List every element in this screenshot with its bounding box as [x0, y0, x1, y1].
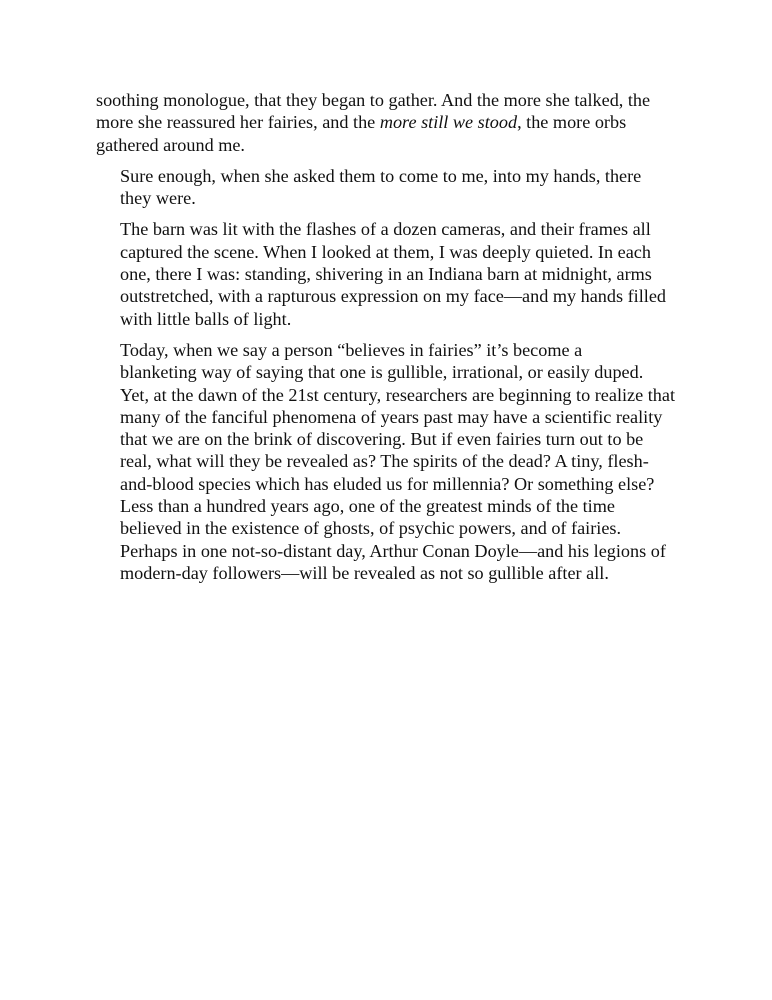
text-run: more she reassured her fairies, and the [96, 112, 380, 133]
text-run: gathered around me. [96, 134, 245, 155]
text-run: soothing monologue, that they began to gather. And the more she talked, the [96, 90, 651, 110]
text-line [96, 540, 680, 562]
text-run: Perhaps in one not-so-distant day, Arthur Conan Doyle—and his legions of [120, 540, 666, 561]
text-run: blanketing way of saying that one is gullible, irrational, or easily duped. [120, 362, 644, 383]
text-run: Less than a hundred years ago, one of the greatest minds of the time [120, 496, 615, 517]
italic-text-run: more still we stood [379, 112, 518, 133]
text-line [96, 562, 680, 584]
paragraph [96, 165, 680, 210]
text-run: The barn was lit with the flashes of a dozen cameras, and their frames all [120, 219, 651, 240]
text-run: modern-day followers—will be revealed as not so gullible after all. [120, 562, 609, 583]
text-run: with little balls of light. [120, 308, 292, 329]
text-run: and-blood species which has eluded us for millennia? Or something else? [120, 473, 655, 494]
text-run: Yet, at the dawn of the 21st century, researchers are beginning to realize that [120, 384, 676, 405]
text-line [96, 241, 680, 263]
text-run: believed in the existence of ghosts, of psychic powers, and of fairies. [120, 518, 622, 539]
paragraph [96, 339, 680, 584]
text-line [96, 263, 680, 285]
text-line [96, 450, 680, 472]
text-run: Sure enough, when she asked them to come to me, into my hands, there [120, 165, 642, 186]
text-run: they were. [120, 188, 196, 209]
text-line [96, 473, 680, 495]
text-line [96, 495, 680, 517]
text-line [96, 406, 680, 428]
text-line [96, 134, 680, 156]
text-run: one, there I was: standing, shivering in an Indiana barn at midnight, arms [120, 264, 652, 285]
text-line [96, 165, 680, 187]
text-run: that we are on the brink of discovering. But if even fairies turn out to be [120, 429, 644, 450]
document-page [96, 89, 680, 593]
text-line [96, 285, 680, 307]
body-text [96, 89, 680, 584]
text-line [96, 428, 680, 450]
text-run: , the more orbs [517, 112, 627, 133]
text-line [96, 517, 680, 539]
text-line [96, 384, 680, 406]
text-run: real, what will they be revealed as? The spirits of the dead? A tiny, flesh- [120, 451, 649, 472]
text-run: outstretched, with a rapturous expression on my face—and my hands filled [120, 286, 666, 307]
text-line [96, 361, 680, 383]
text-line [96, 89, 680, 111]
text-line [96, 187, 680, 209]
paragraph [96, 89, 680, 156]
text-line [96, 339, 680, 361]
paragraph [96, 218, 680, 329]
text-line [96, 218, 680, 240]
text-line [96, 111, 680, 133]
text-run: many of the fanciful phenomena of years past may have a scientific reality [120, 406, 663, 427]
text-line [96, 308, 680, 330]
text-run: Today, when we say a person “believes in fairies” it’s become a [120, 339, 583, 360]
text-run: captured the scene. When I looked at them, I was deeply quieted. In each [120, 241, 651, 262]
